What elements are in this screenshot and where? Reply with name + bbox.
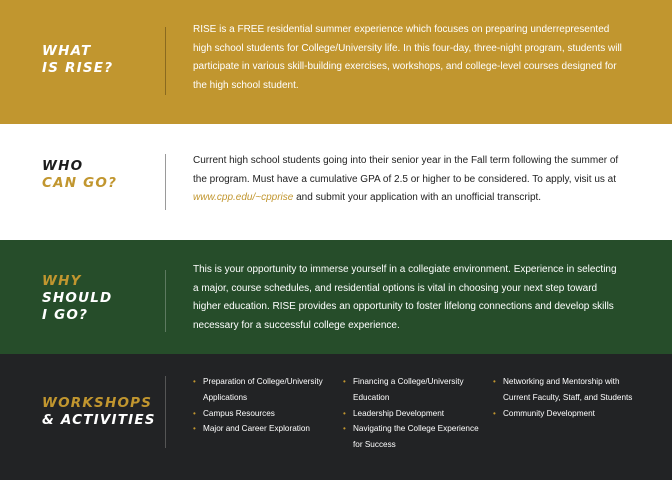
list-item: • Preparation of College/University Applications [193,374,333,406]
heading-line: IS RISE? [42,60,114,76]
who-can-go-text [193,152,623,208]
what-is-rise-heading [42,43,113,77]
list-item: • Leadership Development [343,406,483,422]
section-divider [165,270,166,332]
heading-line: WHAT [42,43,92,59]
workshops-activities-heading [42,395,156,429]
activities-column-3 [493,374,633,421]
list-item: • Financing a College/University Education [343,374,483,406]
who-can-go-section [0,124,672,240]
who-can-go-heading [42,158,117,192]
activities-column-1 [193,374,333,437]
what-is-rise-text: RISE is a FREE residential summer experience which focuses on preparing underrepresented high school students for College/University life. In this four-day, three-night program, students will participate in various skill-building exercises, workshops, and college-level courses designed for the high school student. [193,24,622,91]
who-text-start: Current high school students going into their senior year in the Fall term following the summer of the program. Must have a cumulative GPA of 2.5 or higher to be considered. To apply, visit us at [193,155,619,185]
heading-line: SHOULD [42,290,113,306]
heading-line: WHO [42,158,84,174]
why-should-i-go-section [0,240,672,354]
why-should-i-go-heading [42,273,112,324]
section-divider [165,27,166,95]
section-divider [165,376,166,448]
what-is-rise-section [0,0,672,124]
who-text-end: and submit your application with an unofficial transcript. [293,192,542,203]
list-item: • Major and Career Exploration [193,421,333,437]
why-should-i-go-text: This is your opportunity to immerse yourself in a collegiate environment. Experience in selecting a major, course schedules, and residential options is vital in choosing your next step toward higher education. RISE provides an opportunity to foster lifelong connections and develop skills necessary for a successful college experience. [193,264,617,331]
list-item: • Community Development [493,406,633,422]
heading-line: WORKSHOPS [42,395,153,411]
activities-column-2 [343,374,483,453]
list-item: • Navigating the College Experience for Success [343,421,483,453]
workshops-activities-section [0,354,672,480]
heading-line: CAN GO? [42,175,118,191]
list-item: • Networking and Mentorship with Current Faculty, Staff, and Students [493,374,633,406]
heading-line: I GO? [42,307,89,323]
heading-line: & ACTIVITIES [42,412,156,428]
section-divider [165,154,166,210]
apply-link[interactable]: www.cpp.edu/~cpprise [193,192,294,203]
list-item: • Campus Resources [193,406,333,422]
heading-line: WHY [42,273,82,289]
